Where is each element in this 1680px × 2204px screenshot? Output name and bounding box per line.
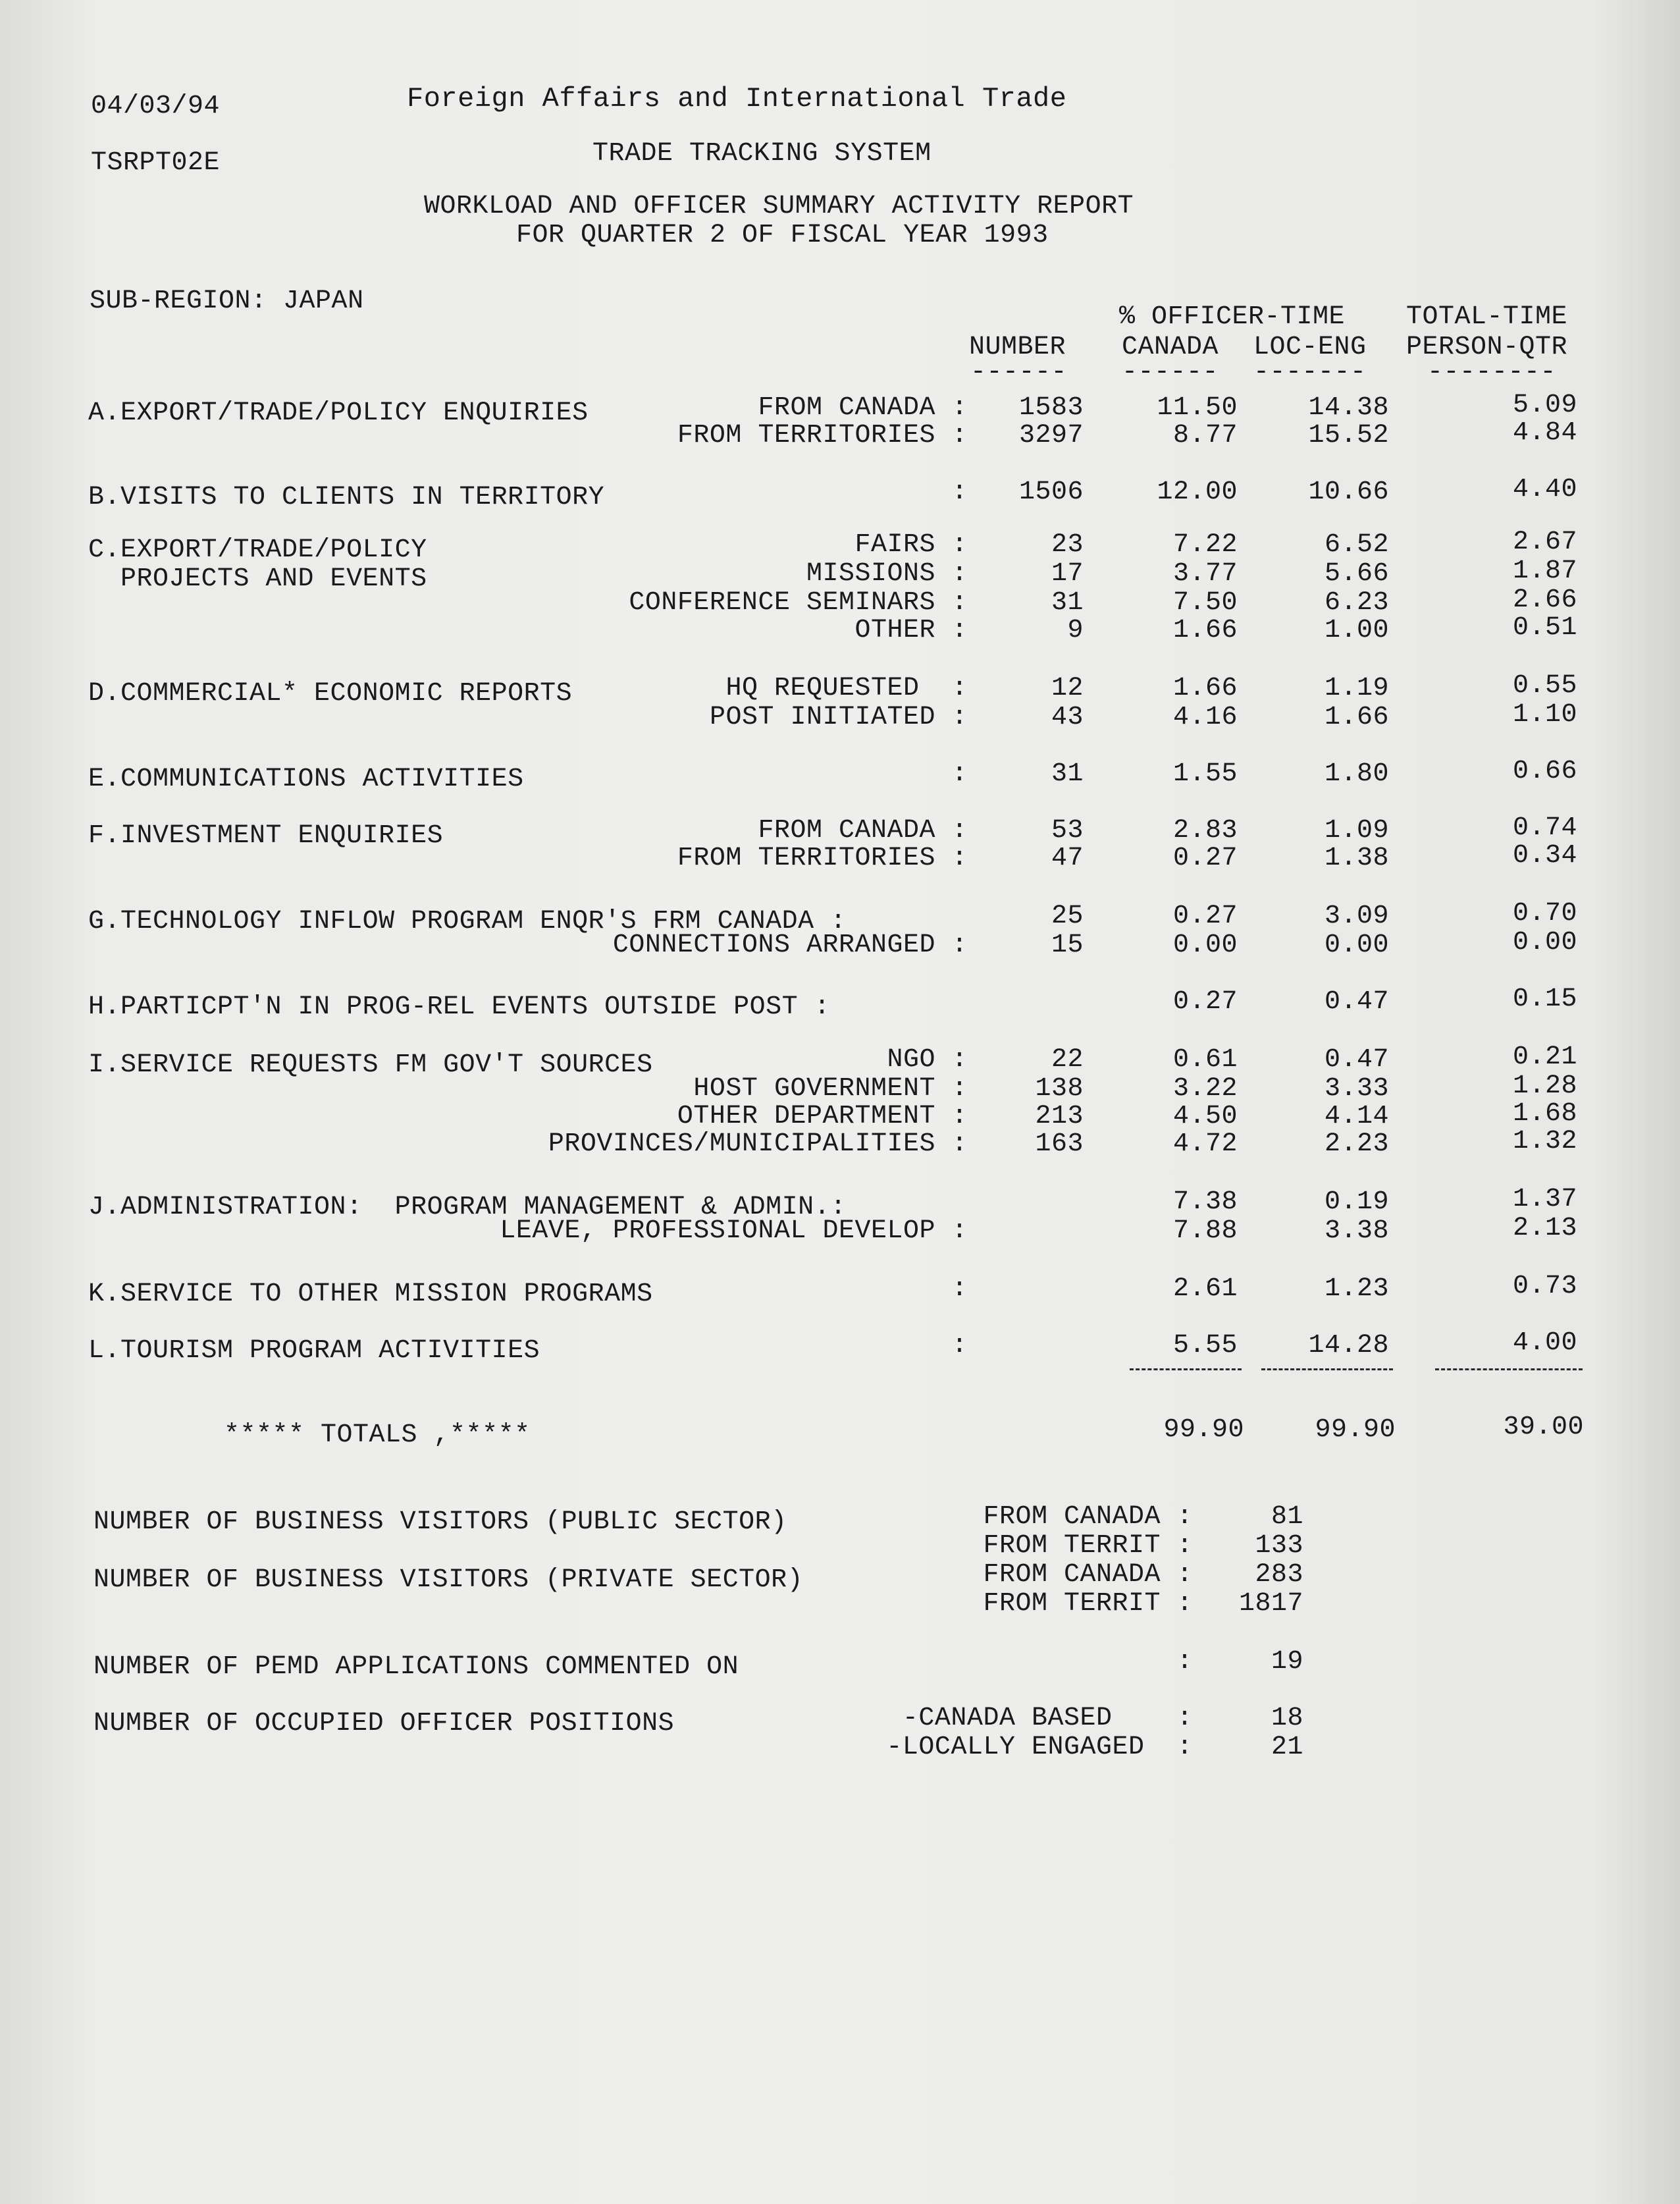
totals-total: 39.00 [1503,1412,1584,1442]
row-total-time: 0.21 [1512,1042,1577,1072]
row-loceng-pct: 14.38 [1308,393,1389,423]
row-number: 213 [1035,1102,1084,1131]
row-sublabel: HQ REQUESTED : [725,674,968,703]
row-label: H.PARTICPT'N IN PROG-REL EVENTS OUTSIDE POST : [88,992,831,1022]
row-number: 53 [1051,816,1084,846]
row-loceng-pct: 5.66 [1324,559,1389,589]
row-sublabel: HOST GOVERNMENT : [693,1074,968,1104]
row-sublabel: : [951,1274,968,1304]
row-label: K.SERVICE TO OTHER MISSION PROGRAMS [88,1279,653,1309]
row-sublabel: FROM TERRITORIES : [677,421,968,450]
col-person-qtr: PERSON-QTR [1406,333,1568,362]
row-canada-pct: 7.50 [1172,588,1238,618]
row-sublabel: LEAVE, PROFESSIONAL DEVELOP : [500,1216,968,1246]
row-total-time: 1.28 [1512,1071,1577,1101]
totals-label: ***** TOTALS ,***** [224,1420,531,1450]
row-loceng-pct: 1.23 [1324,1274,1389,1304]
row-loceng-pct: 0.47 [1324,987,1389,1017]
row-label: L.TOURISM PROGRAM ACTIVITIES [88,1336,540,1366]
row-total-time: 0.15 [1512,984,1577,1014]
row-total-time: 0.51 [1512,613,1577,643]
col-loc-eng: LOC-ENG [1253,333,1367,362]
row-label: PROJECTS AND EVENTS [88,564,427,594]
row-canada-pct: 5.55 [1172,1331,1238,1360]
row-total-time: 1.87 [1512,556,1577,586]
row-loceng-pct: 6.52 [1324,530,1389,560]
row-number: 12 [1051,674,1084,703]
summary-sublabel: FROM TERRIT : [983,1589,1193,1619]
row-loceng-pct: 10.66 [1308,477,1389,507]
row-sublabel: CONNECTIONS ARRANGED : [612,930,968,960]
summary-value: 18 [1271,1704,1303,1733]
summary-label: NUMBER OF BUSINESS VISITORS (PUBLIC SECTOR) [93,1507,787,1537]
row-number: 22 [1051,1045,1084,1075]
totals-canada: 99.90 [1163,1415,1244,1445]
row-sublabel: PROVINCES/MUNICIPALITIES : [548,1129,968,1159]
row-total-time: 0.66 [1512,757,1577,786]
row-sublabel: : [951,1331,968,1360]
row-loceng-pct: 3.33 [1324,1074,1389,1104]
row-total-time: 1.10 [1512,700,1577,730]
department-name: Foreign Affairs and International Trade [407,83,1067,115]
row-canada-pct: 1.55 [1172,759,1238,789]
row-label: I.SERVICE REQUESTS FM GOV'T SOURCES [88,1050,653,1080]
row-canada-pct: 11.50 [1157,393,1238,423]
summary-value: 283 [1255,1560,1303,1590]
row-loceng-pct: 1.66 [1324,703,1389,732]
summary-value: 1817 [1238,1589,1303,1619]
row-loceng-pct: 3.38 [1324,1216,1389,1246]
row-total-time: 2.67 [1512,527,1577,557]
row-sublabel: FAIRS : [854,530,968,560]
row-total-time: 0.34 [1512,841,1577,871]
row-canada-pct: 12.00 [1157,477,1238,507]
col-total-time: TOTAL-TIME [1406,302,1568,332]
row-total-time: 1.32 [1512,1127,1577,1156]
row-loceng-pct: 1.00 [1324,616,1389,645]
row-sublabel: MISSIONS : [806,559,968,589]
row-total-time: 0.74 [1512,813,1577,843]
row-canada-pct: 3.22 [1172,1074,1238,1104]
row-total-time: 0.73 [1512,1272,1577,1301]
report-title-line2: FOR QUARTER 2 OF FISCAL YEAR 1993 [516,221,1049,250]
row-loceng-pct: 6.23 [1324,588,1389,618]
row-number: 43 [1051,703,1084,732]
report-title-line1: WORKLOAD AND OFFICER SUMMARY ACTIVITY REPORT [424,192,1134,221]
row-canada-pct: 4.72 [1172,1129,1238,1159]
row-total-time: 2.66 [1512,585,1577,615]
row-loceng-pct: 1.19 [1324,674,1389,703]
sub-region: SUB-REGION: JAPAN [90,286,364,316]
report-date: 04/03/94 [91,92,221,121]
summary-value: 81 [1271,1502,1303,1532]
row-loceng-pct: 3.09 [1324,901,1389,931]
row-sublabel: FROM CANADA : [758,393,968,423]
col-canada-rule: ------ [1122,358,1219,387]
row-canada-pct: 0.27 [1172,987,1238,1017]
row-total-time: 4.40 [1512,475,1577,504]
col-number-rule: ------ [970,358,1068,387]
row-loceng-pct: 1.09 [1324,816,1389,846]
row-loceng-pct: 14.28 [1308,1331,1389,1360]
row-number: 1506 [1018,477,1084,507]
col-loceng-rule: ------- [1253,358,1367,387]
summary-sublabel: : [1176,1647,1193,1677]
row-number: 15 [1051,930,1084,960]
row-number: 1583 [1018,393,1084,423]
summary-value: 19 [1271,1647,1303,1677]
row-canada-pct: 2.61 [1172,1274,1238,1304]
row-number: 47 [1051,844,1084,873]
row-label: A.EXPORT/TRADE/POLICY ENQUIRIES [88,398,589,428]
summary-value: 133 [1255,1531,1303,1561]
row-label: B.VISITS TO CLIENTS IN TERRITORY [88,483,605,512]
row-canada-pct: 0.61 [1172,1045,1238,1075]
row-loceng-pct: 0.19 [1324,1187,1389,1217]
row-sublabel: : [951,759,968,789]
row-total-time: 2.13 [1512,1214,1577,1243]
row-canada-pct: 0.27 [1172,901,1238,931]
row-number: 163 [1035,1129,1084,1159]
row-label: F.INVESTMENT ENQUIRIES [88,821,444,851]
row-canada-pct: 4.50 [1172,1102,1238,1131]
col-total-rule: -------- [1427,358,1557,387]
row-sublabel: CONFERENCE SEMINARS : [629,588,968,618]
row-canada-pct: 7.88 [1172,1216,1238,1246]
summary-sublabel: FROM TERRIT : [983,1531,1193,1561]
row-label: D.COMMERCIAL* ECONOMIC REPORTS [88,679,573,709]
row-canada-pct: 3.77 [1172,559,1238,589]
row-loceng-pct: 2.23 [1324,1129,1389,1159]
row-canada-pct: 4.16 [1172,703,1238,732]
row-canada-pct: 7.22 [1172,530,1238,560]
row-sublabel: FROM TERRITORIES : [677,844,968,873]
row-label: C.EXPORT/TRADE/POLICY [88,535,427,565]
row-loceng-pct: 1.38 [1324,844,1389,873]
row-total-time: 4.84 [1512,418,1577,448]
row-loceng-pct: 15.52 [1308,421,1389,450]
row-total-time: 5.09 [1512,390,1577,420]
row-loceng-pct: 0.47 [1324,1045,1389,1075]
summary-label: NUMBER OF OCCUPIED OFFICER POSITIONS [93,1709,675,1738]
totals-rule-total [1435,1368,1583,1370]
row-number: 3297 [1018,421,1084,450]
row-number: 23 [1051,530,1084,560]
row-canada-pct: 8.77 [1172,421,1238,450]
summary-label: NUMBER OF BUSINESS VISITORS (PRIVATE SECTOR) [93,1565,804,1595]
row-number: 31 [1051,588,1084,618]
row-sublabel: NGO : [887,1045,968,1075]
row-sublabel: POST INITIATED : [709,703,968,732]
summary-sublabel: FROM CANADA : [983,1502,1193,1532]
row-sublabel: OTHER : [854,616,968,645]
row-canada-pct: 0.27 [1172,844,1238,873]
col-officer-time: % OFFICER-TIME [1119,302,1346,332]
row-label: E.COMMUNICATIONS ACTIVITIES [88,765,524,794]
summary-label: NUMBER OF PEMD APPLICATIONS COMMENTED ON [93,1652,739,1682]
row-loceng-pct: 1.80 [1324,759,1389,789]
row-label: G.TECHNOLOGY INFLOW PROGRAM ENQR'S FRM CANADA : [88,907,847,936]
row-number: 17 [1051,559,1084,589]
row-number: 9 [1067,616,1084,645]
col-canada: CANADA [1122,333,1219,362]
totals-rule-loceng [1261,1368,1393,1370]
totals-loceng: 99.90 [1315,1415,1396,1445]
row-sublabel: OTHER DEPARTMENT : [677,1102,968,1131]
row-canada-pct: 7.38 [1172,1187,1238,1217]
row-total-time: 0.70 [1512,899,1577,928]
row-sublabel: : [951,477,968,507]
row-number: 31 [1051,759,1084,789]
row-total-time: 1.37 [1512,1185,1577,1214]
row-label: J.ADMINISTRATION: PROGRAM MANAGEMENT & ADMIN.: [88,1193,847,1222]
row-loceng-pct: 4.14 [1324,1102,1389,1131]
row-canada-pct: 1.66 [1172,674,1238,703]
row-canada-pct: 0.00 [1172,930,1238,960]
report-id: TSRPT02E [91,148,221,178]
row-canada-pct: 2.83 [1172,816,1238,846]
row-number: 138 [1035,1074,1084,1104]
summary-sublabel: FROM CANADA : [983,1560,1193,1590]
summary-sublabel: -CANADA BASED : [902,1704,1193,1733]
summary-value: 21 [1271,1733,1303,1762]
row-sublabel: FROM CANADA : [758,816,968,846]
totals-rule-canada [1130,1368,1242,1370]
row-loceng-pct: 0.00 [1324,930,1389,960]
system-name: TRADE TRACKING SYSTEM [592,139,932,169]
row-total-time: 4.00 [1512,1328,1577,1358]
col-number: NUMBER [969,333,1066,362]
row-number: 25 [1051,901,1084,931]
row-total-time: 0.00 [1512,928,1577,957]
row-total-time: 1.68 [1512,1099,1577,1129]
row-total-time: 0.55 [1512,671,1577,701]
row-canada-pct: 1.66 [1172,616,1238,645]
summary-sublabel: -LOCALLY ENGAGED : [886,1733,1193,1762]
